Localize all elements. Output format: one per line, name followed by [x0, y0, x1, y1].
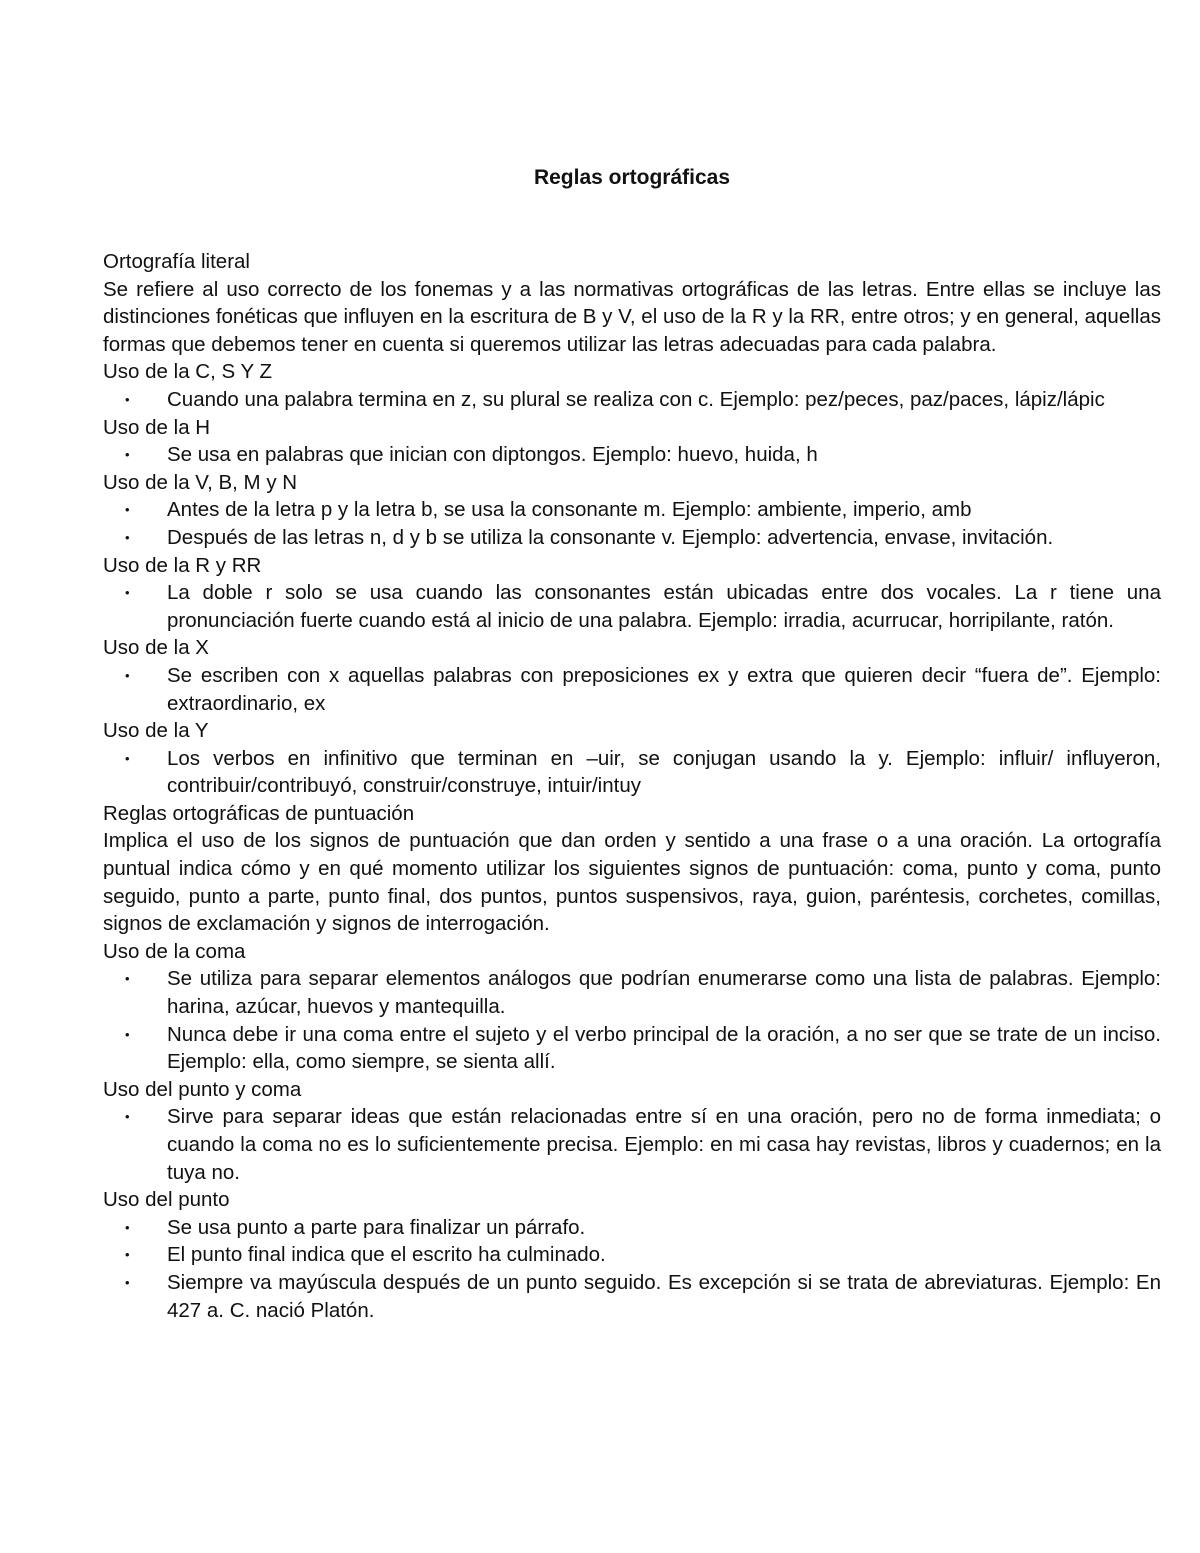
section-heading-puntuacion: Reglas ortográficas de puntuación	[103, 801, 415, 825]
list-item: • Se usa en palabras que inician con diptongos. Ejemplo: huevo, huida, h	[103, 441, 1161, 469]
list-item: • Cuando una palabra termina en z, su plural se realiza con c. Ejemplo: pez/peces, paz/paces, lápiz/lápic	[103, 386, 1161, 414]
list-item: • Se utiliza para separar elementos análogos que podrían enumerarse como una lista de palabras. Ejemplo: harina, azúcar, huevos y mantequilla.	[103, 965, 1161, 1020]
list-item: • La doble r solo se usa cuando las consonantes están ubicadas entre dos vocales. La r tiene una pronunciación fuerte cuando está al inicio de una palabra. Ejemplo: irradia, acurrucar, horripilante, ratón.	[103, 579, 1161, 634]
subheading-x: Uso de la X	[103, 636, 209, 660]
paragraph-literal-intro: Se refiere al uso correcto de los fonemas y a las normativas ortográficas de las letras. Entre ellas se incluye las distinciones fonéticas que influyen en la escritura de B y V, el uso de la R y la RR, entre otros; y en general, aquellas formas que debemos tener en cuenta si queremos utilizar las letras adecuadas para cada palabra.	[103, 277, 1161, 356]
bullet-list-v-b-m-n	[103, 496, 1161, 551]
list-item: • Antes de la letra p y la letra b, se usa la consonante m. Ejemplo: ambiente, imperio, amb	[103, 496, 1161, 524]
list-item: • El punto final indica que el escrito ha culminado.	[103, 1241, 1161, 1269]
bullet-list-y	[103, 745, 1161, 800]
document-page	[103, 160, 1161, 1324]
list-item: • Se usa punto a parte para finalizar un párrafo.	[103, 1214, 1161, 1242]
list-item: • Los verbos en infinitivo que terminan en –uir, se conjugan usando la y. Ejemplo: influir/ influyeron, contribuir/contribuyó, construir/construye, intuir/intuy	[103, 745, 1161, 800]
subheading-c-s-z: Uso de la C, S Y Z	[103, 360, 273, 384]
subheading-v-b-m-n: Uso de la V, B, M y N	[103, 470, 298, 494]
bullet-list-x	[103, 662, 1161, 717]
list-item: • Después de las letras n, d y b se utiliza la consonante v. Ejemplo: advertencia, envase, invitación.	[103, 524, 1161, 552]
page-title: Reglas ortográficas	[533, 166, 731, 189]
subheading-punto: Uso del punto	[103, 1188, 230, 1212]
section-heading-ortografia-literal: Ortografía literal	[103, 250, 250, 273]
bullet-list-r-rr	[103, 579, 1161, 634]
subheading-y: Uso de la Y	[103, 719, 209, 743]
subheading-punto-y-coma: Uso del punto y coma	[103, 1077, 302, 1101]
list-item: • Siempre va mayúscula después de un punto seguido. Es excepción si se trata de abreviaturas. Ejemplo: En 427 a. C. nació Platón.	[103, 1269, 1161, 1324]
list-item: • Nunca debe ir una coma entre el sujeto y el verbo principal de la oración, a no ser que se trate de un inciso. Ejemplo: ella, como siempre, se sienta allí.	[103, 1021, 1161, 1076]
subheading-h: Uso de la H	[103, 415, 211, 439]
paragraph-puntuacion-intro: Implica el uso de los signos de puntuación que dan orden y sentido a una frase o a una oración. La ortografía puntual indica cómo y en qué momento utilizar los siguientes signos de puntuación: coma, punto y coma, punto seguido, punto a parte, punto final, dos puntos, puntos suspensivos, raya, guion, paréntesis, corchetes, comillas, signos de exclamación y signos de interrogación.	[103, 829, 1161, 936]
subheading-r-rr: Uso de la R y RR	[103, 553, 262, 577]
bullet-list-punto	[103, 1214, 1161, 1324]
list-item: • Se escriben con x aquellas palabras con preposiciones ex y extra que quieren decir “fuera de”. Ejemplo: extraordinario, ex	[103, 662, 1161, 717]
bullet-list-punto-y-coma	[103, 1103, 1161, 1186]
bullet-list-h	[103, 441, 1161, 469]
bullet-list-c-s-z	[103, 386, 1161, 414]
subheading-coma: Uso de la coma	[103, 939, 246, 963]
list-item: • Sirve para separar ideas que están relacionadas entre sí en una oración, pero no de forma inmediata; o cuando la coma no es lo suficientemente precisa. Ejemplo: en mi casa hay revistas, libros y cuadernos; en la tuya no.	[103, 1103, 1161, 1186]
bullet-list-coma	[103, 965, 1161, 1075]
